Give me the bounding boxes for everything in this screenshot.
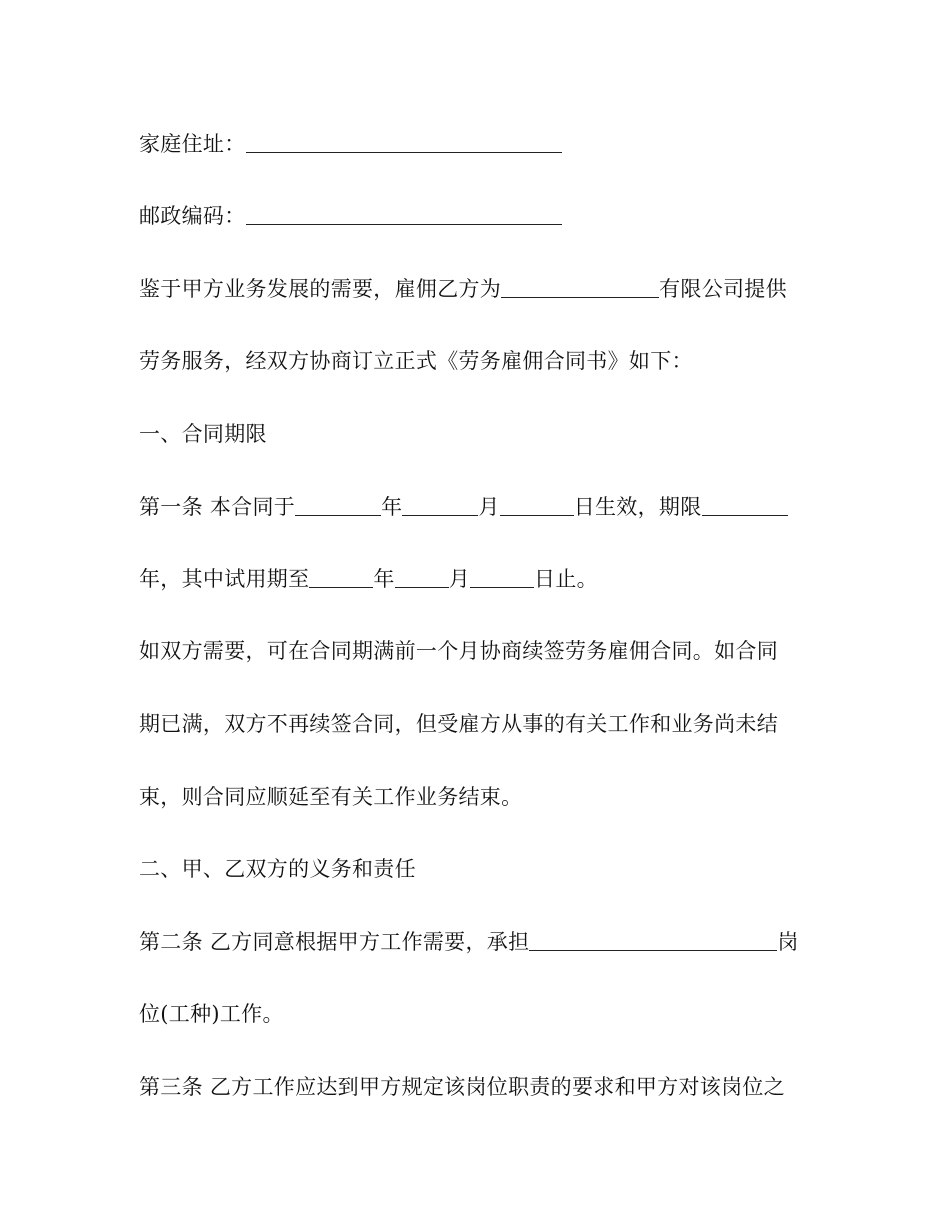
text-segment: 位(工种)工作。 [139, 1002, 284, 1026]
text-segment: 日生效，期限 [573, 495, 702, 519]
company-blank [501, 275, 659, 298]
section-heading [139, 416, 267, 452]
paragraph-line [139, 996, 284, 1032]
text-segment: 第一条 本合同于 [139, 495, 296, 519]
text-segment: 月 [478, 495, 500, 519]
month-blank [402, 493, 478, 516]
section-heading [139, 851, 416, 887]
article-line [139, 1069, 785, 1105]
year-blank [295, 493, 381, 516]
address-line [139, 126, 562, 162]
paragraph-line [139, 271, 787, 307]
address-label: 家庭住址： [139, 132, 246, 156]
article-line [139, 924, 799, 960]
heading-text: 一、合同期限 [139, 422, 267, 446]
article-line [139, 561, 598, 597]
year-blank [309, 565, 373, 588]
heading-text: 二、甲、乙双方的义务和责任 [139, 857, 416, 881]
postcode-label: 邮政编码： [139, 204, 246, 228]
paragraph-line [139, 633, 778, 669]
text-segment: 劳务服务，经双方协商订立正式《劳务雇佣合同书》如下： [139, 349, 693, 373]
address-blank [246, 130, 562, 153]
postcode-line [139, 198, 562, 234]
paragraph-line [139, 706, 778, 742]
paragraph-line [139, 779, 522, 815]
month-blank [395, 565, 449, 588]
day-blank [470, 565, 534, 588]
day-blank [500, 493, 574, 516]
text-segment: 岗 [777, 930, 799, 954]
article-line [139, 489, 788, 525]
text-segment: 期已满，双方不再续签合同，但受雇方从事的有关工作和业务尚未结 [139, 712, 778, 736]
postcode-blank [246, 202, 562, 225]
term-blank [702, 493, 788, 516]
text-segment: 第三条 乙方工作应达到甲方规定该岗位职责的要求和甲方对该岗位之 [139, 1075, 785, 1099]
text-segment: 日止。 [534, 567, 598, 591]
text-segment: 年 [373, 567, 395, 591]
text-segment: 束，则合同应顺延至有关工作业务结束。 [139, 785, 523, 809]
text-segment: 如双方需要，可在合同期满前一个月协商续签劳务雇佣合同。如合同 [139, 639, 778, 663]
text-segment: 年 [381, 495, 403, 519]
text-segment: 第二条 乙方同意根据甲方工作需要，承担 [139, 930, 530, 954]
text-segment: 有限公司提供 [659, 277, 787, 301]
paragraph-line [139, 343, 693, 379]
text-segment: 年，其中试用期至 [139, 567, 310, 591]
position-blank [529, 928, 777, 951]
text-segment: 鉴于甲方业务发展的需要，雇佣乙方为 [139, 277, 502, 301]
text-segment: 月 [448, 567, 471, 591]
